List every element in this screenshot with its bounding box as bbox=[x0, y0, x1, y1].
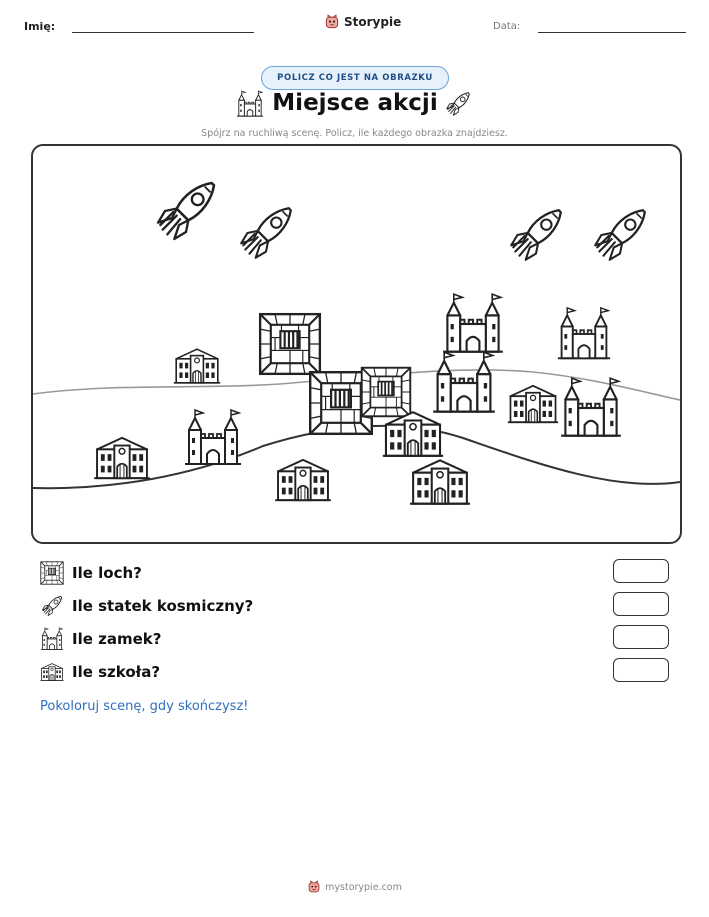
scene-frame bbox=[31, 144, 682, 544]
answer-box-castle[interactable] bbox=[613, 625, 669, 649]
school-icon bbox=[273, 456, 333, 504]
dungeon-icon bbox=[257, 312, 323, 376]
rocket-icon bbox=[235, 202, 297, 264]
castle-icon bbox=[439, 292, 507, 356]
school-icon bbox=[40, 660, 64, 684]
brand-name: Storypie bbox=[344, 15, 402, 29]
page-title: Miejsce akcji bbox=[272, 90, 438, 116]
answer-box-rocket[interactable] bbox=[613, 592, 669, 616]
castle-icon bbox=[557, 376, 625, 440]
question-text: Ile szkoła? bbox=[72, 663, 161, 681]
dungeon-icon bbox=[40, 561, 64, 585]
storypie-logo-icon bbox=[307, 880, 321, 894]
brand-logo bbox=[324, 14, 401, 30]
question-dungeon bbox=[40, 560, 142, 586]
question-rocket bbox=[40, 593, 253, 619]
castle-icon bbox=[555, 306, 613, 362]
school-icon bbox=[173, 346, 221, 386]
rocket-icon bbox=[40, 594, 64, 618]
rocket-icon bbox=[151, 176, 221, 246]
answer-box-dungeon[interactable] bbox=[613, 559, 669, 583]
question-text: Ile loch? bbox=[72, 564, 142, 582]
rocket-icon bbox=[444, 90, 472, 118]
castle-icon bbox=[181, 408, 245, 468]
finish-note: Pokoloruj scenę, gdy skończysz! bbox=[40, 699, 249, 714]
school-icon bbox=[507, 382, 559, 426]
question-text: Ile statek kosmiczny? bbox=[72, 597, 254, 615]
school-icon bbox=[381, 408, 445, 460]
question-text: Ile zamek? bbox=[72, 630, 162, 648]
storypie-logo-icon bbox=[324, 14, 340, 30]
castle-icon bbox=[40, 627, 64, 651]
page-subtitle: Spójrz na ruchliwą scenę. Policz, ile każdego obrazka znajdziesz. bbox=[201, 128, 508, 139]
castle-icon bbox=[429, 350, 499, 416]
name-line[interactable] bbox=[72, 32, 254, 33]
rocket-icon bbox=[589, 204, 651, 266]
school-icon bbox=[93, 434, 151, 482]
school-icon bbox=[409, 456, 471, 508]
answer-box-school[interactable] bbox=[613, 658, 669, 682]
footer bbox=[0, 880, 709, 894]
castle-icon bbox=[236, 90, 264, 118]
question-school bbox=[40, 659, 160, 685]
task-badge: POLICZ CO JEST NA OBRAZKU bbox=[261, 66, 449, 90]
date-line[interactable] bbox=[538, 32, 686, 33]
footer-url[interactable]: mystorypie.com bbox=[325, 881, 402, 893]
name-label: Imię: bbox=[24, 20, 56, 33]
rocket-icon bbox=[505, 204, 567, 266]
date-label: Data: bbox=[493, 21, 521, 32]
question-castle bbox=[40, 626, 161, 652]
